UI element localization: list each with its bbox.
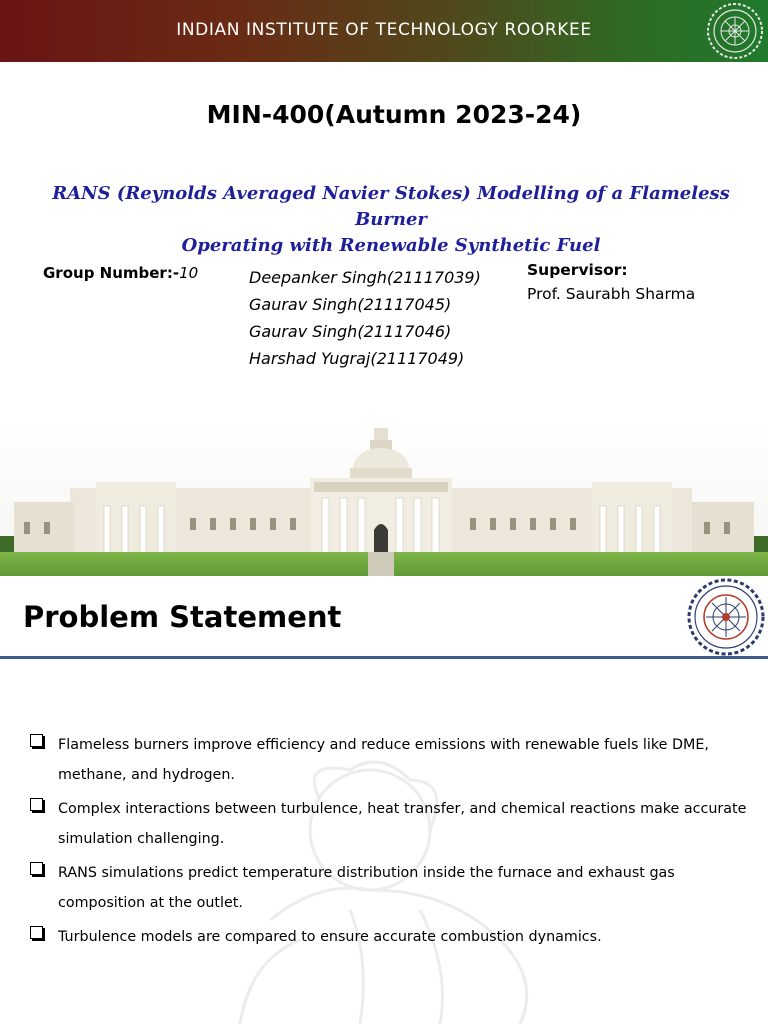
project-title-line2: Operating with Renewable Synthetic Fuel — [181, 235, 601, 256]
bullet-item — [30, 794, 750, 854]
bullet-text: Flameless burners improve efficiency and reduce emissions with renewable fuels like DME, methane, and hydrogen. — [58, 737, 709, 783]
project-title — [30, 181, 752, 259]
title-divider — [0, 656, 768, 659]
bullet-item — [30, 730, 750, 790]
institute-seal-icon — [705, 1, 765, 61]
bullet-item — [30, 922, 750, 952]
bullet-text: Turbulence models are compared to ensure accurate combustion dynamics. — [58, 929, 602, 945]
group-number — [43, 264, 198, 282]
member-item: Deepanker Singh(21117039) — [249, 268, 481, 287]
member-item: Harshad Yugraj(21117049) — [249, 349, 465, 368]
group-number-value: 10 — [179, 264, 199, 282]
supervisor-label: Supervisor: — [527, 261, 628, 279]
supervisor-name: Prof. Saurabh Sharma — [527, 285, 696, 303]
problem-bullet-list — [30, 730, 750, 956]
institute-seal-icon — [686, 577, 766, 657]
checkbox-bullet-icon — [30, 798, 43, 811]
member-item: Gaurav Singh(21117045) — [249, 295, 452, 314]
project-title-line1: RANS (Reynolds Averaged Navier Stokes) Modelling of a Flameless Burner — [52, 183, 730, 230]
supervisor-block — [527, 258, 695, 306]
group-number-label: Group Number:- — [43, 264, 180, 282]
bullet-text: Complex interactions between turbulence, heat transfer, and chemical reactions make accurate simulation challenging. — [58, 801, 747, 847]
slide-title: Problem Statement — [23, 600, 342, 634]
campus-building-photo — [0, 418, 768, 576]
checkbox-bullet-icon — [30, 926, 43, 939]
checkbox-bullet-icon — [30, 734, 43, 747]
course-title: MIN-400(Autumn 2023-24) — [206, 100, 582, 129]
checkbox-bullet-icon — [30, 862, 43, 875]
institute-name: INDIAN INSTITUTE OF TECHNOLOGY ROORKEE — [176, 20, 592, 40]
bullet-text: RANS simulations predict temperature distribution inside the furnace and exhaust gas composition at the outlet. — [58, 865, 675, 911]
bullet-item — [30, 858, 750, 918]
member-item: Gaurav Singh(21117046) — [249, 322, 452, 341]
member-list — [249, 264, 481, 372]
